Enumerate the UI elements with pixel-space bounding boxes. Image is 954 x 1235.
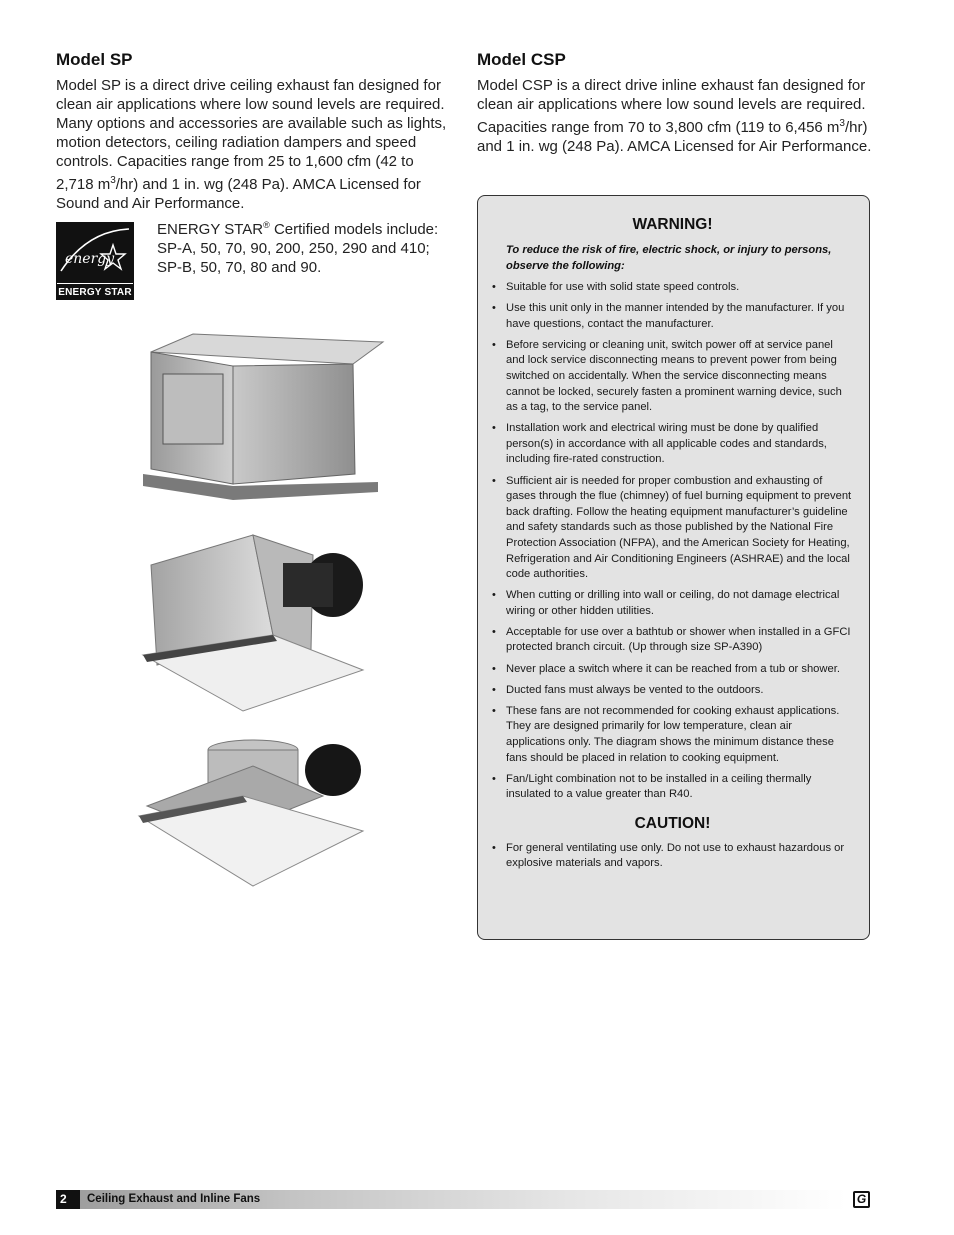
sp-fan-duct-image xyxy=(133,736,387,890)
warning-item: • These fans are not recommended for cooking exhaust applications. They are designed primarily for low temperature, clean air applications only. The diagram shows the minimum distance these fans should be placed in relation to cooking equipment. xyxy=(492,704,853,766)
sp-fan-photo-grille xyxy=(133,525,387,719)
model-sp-desc-part1: Model SP is a direct drive ceiling exhaust fan designed for clean air applications where low sound levels are required. Many options and accessories are available such as lights, motion detectors, ceiling radiation dampers and speed controls. Capacities range from 25 to 1,600 cfm (42 to 2,718 m xyxy=(56,77,447,193)
model-sp-desc-part2: /hr) and 1 in. wg (248 Pa). AMCA Licensed for Sound and Air Performance. xyxy=(56,176,421,212)
sp-fan-grille-image xyxy=(133,525,387,719)
warning-item: • Acceptable for use over a bathtub or shower when installed in a GFCI protected branch circuit. (Up through size SP-A390) xyxy=(492,625,853,656)
warning-item: • Use this unit only in the manner intended by the manufacturer. If you have questions, contact the manufacturer. xyxy=(492,301,853,332)
es-text-part1: ENERGY STAR xyxy=(157,221,264,238)
model-sp-description xyxy=(56,76,451,213)
caution-item: • For general ventilating use only. Do not use to exhaust hazardous or explosive materials and vapors. xyxy=(492,841,853,872)
warning-list xyxy=(492,280,853,803)
warning-item: • Ducted fans must always be vented to the outdoors. xyxy=(492,683,853,699)
warning-item: • Fan/Light combination not to be installed in a ceiling thermally insulated to a value greater than R40. xyxy=(492,772,853,803)
sp-fan-photo-box xyxy=(133,324,387,516)
warning-box xyxy=(477,195,870,940)
caution-heading: CAUTION! xyxy=(634,814,711,832)
warning-item: • Before servicing or cleaning unit, switch power off at service panel and lock service disconnecting means to prevent power from being switched on accidentally. When the service disconnecting means cannot be locked, securely fasten a prominent warning device, such as a tag, to the service panel. xyxy=(492,338,853,416)
warning-item: • Sufficient air is needed for proper combustion and exhausting of gases through the flue (chimney) of fuel burning equipment to prevent back drafting. Follow the heating equipment manufacturer’s guideline and safety standards such as those published by the National Fire Protection Association (NFPA), and the American Society for Heating, Refrigeration and Air Conditioning Engineers (ASHRAE) and the local code authorities. xyxy=(492,474,853,583)
model-csp-section xyxy=(477,50,872,156)
energy-star-logo-label: ENERGY STAR xyxy=(57,283,133,300)
warning-intro: To reduce the risk of fire, electric shock, or injury to persons, observe the following: xyxy=(506,244,832,272)
model-sp-section xyxy=(56,50,451,213)
warning-item: • Suitable for use with solid state speed controls. xyxy=(492,280,853,296)
energy-star-script: energy xyxy=(65,251,115,267)
greenheck-logo-icon: G xyxy=(853,1191,870,1208)
model-sp-heading: Model SP xyxy=(56,50,133,69)
energy-star-block xyxy=(56,216,451,306)
warning-item: • Never place a switch where it can be reached from a tub or shower. xyxy=(492,662,853,678)
energy-star-logo xyxy=(56,222,134,300)
model-sp-desc-sup: 3 xyxy=(110,175,116,186)
warning-heading: WARNING! xyxy=(632,216,713,233)
sp-fan-box-image xyxy=(133,324,387,516)
footer-title: Ceiling Exhaust and Inline Fans xyxy=(87,1193,261,1205)
model-csp-desc-part2: /hr) and 1 in. wg (248 Pa). AMCA Licensed for Air Performance. xyxy=(477,119,872,155)
caution-list xyxy=(492,841,853,872)
warning-item: • Installation work and electrical wiring must be done by qualified person(s) in accordance with all applicable codes and standards, including fire-rated construction. xyxy=(492,421,853,468)
es-text-part2: Certified models include: SP-A, 50, 70, 90, 200, 250, 290 and 410; SP-B, 50, 70, 80 and 90. xyxy=(157,221,439,276)
energy-star-certified-text xyxy=(157,216,457,277)
page-number: 2 xyxy=(56,1190,80,1209)
model-csp-desc-part1: Model CSP is a direct drive inline exhaust fan designed for clean air applications where low sound levels are required. Capacities range from 70 to 3,800 cfm (119 to 6,456 m xyxy=(477,77,866,136)
warning-item: • When cutting or drilling into wall or ceiling, do not damage electrical wiring or other hidden utilities. xyxy=(492,588,853,619)
model-csp-desc-sup: 3 xyxy=(839,118,845,129)
sp-fan-photo-duct xyxy=(133,736,387,890)
es-text-reg: ® xyxy=(263,220,270,230)
model-csp-heading: Model CSP xyxy=(477,50,566,69)
page-footer xyxy=(56,1190,872,1209)
energy-star-icon xyxy=(57,223,133,283)
model-csp-description xyxy=(477,76,872,156)
